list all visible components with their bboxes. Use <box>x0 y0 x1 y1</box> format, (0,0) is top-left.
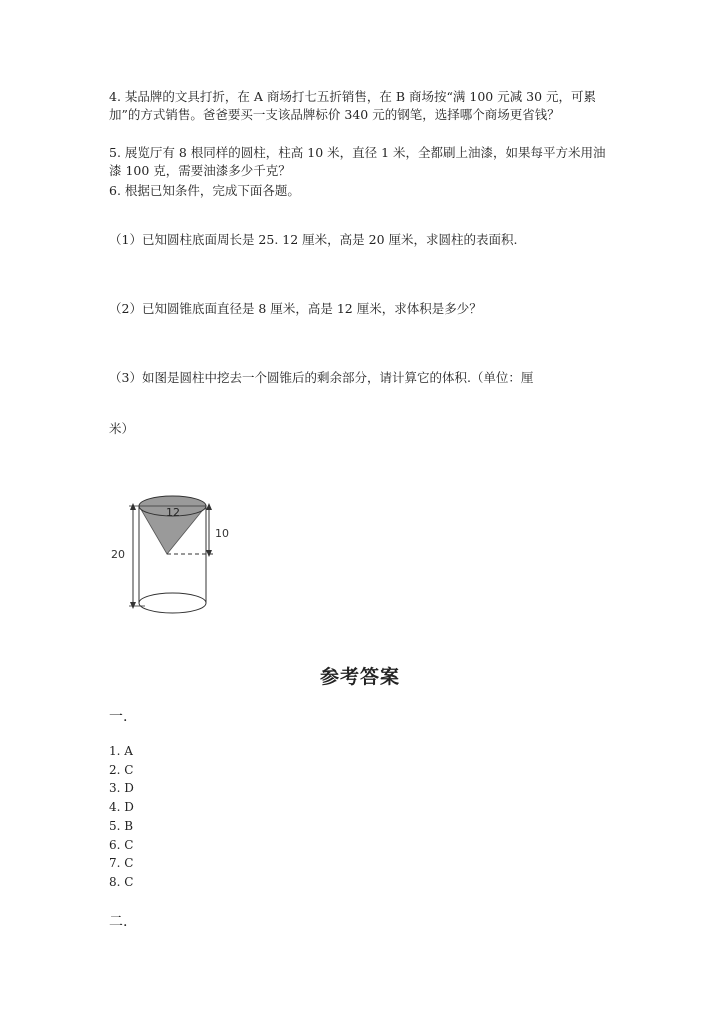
cylinder-height-label: 20 <box>111 548 125 561</box>
sub-question-3-text-line1: （3）如图是圆柱中挖去一个圆锥后的剩余部分，请计算它的体积.（单位：厘 <box>109 370 534 385</box>
sub-question-1 <box>109 231 609 249</box>
question-4-text: 4. 某品牌的文具打折，在 A 商场打七五折销售，在 B 商场按“满 100 元减 30 元，可累加”的方式销售。爸爸要买一支该品牌标价 340 元的钢笔，选择哪个商场更省钱？ <box>109 89 597 122</box>
question-4 <box>109 88 609 123</box>
answer-item: 2. C <box>109 762 134 777</box>
sub-question-3 <box>109 369 609 387</box>
cone-height-label: 10 <box>215 527 229 540</box>
sub-question-2 <box>109 300 609 318</box>
answer-item: 4. D <box>109 800 134 815</box>
section-1-heading: 一. <box>109 709 128 725</box>
question-5-text: 5. 展览厅有 8 根同样的圆柱，柱高 10 米，直径 1 米，全都刷上油漆，如果每平方米用油漆 100 克，需要油漆多少千克？ <box>109 145 606 178</box>
sub-question-2-text: （2）已知圆锥底面直径是 8 厘米，高是 12 厘米，求体积是多少？ <box>109 301 482 316</box>
answer-item: 5. B <box>109 818 134 833</box>
answer-item: 8. C <box>109 874 134 889</box>
answer-list <box>109 742 134 892</box>
sub-question-3-continued <box>109 420 609 438</box>
answer-item: 3. D <box>109 781 134 796</box>
sub-question-3-text-line2: 米） <box>109 421 135 436</box>
question-6-text: 6. 根据已知条件，完成下面各题。 <box>109 183 300 198</box>
sub-question-1-text: （1）已知圆柱底面周长是 25. 12 厘米，高是 20 厘米，求圆柱的表面积. <box>109 232 518 247</box>
answer-item: 1. A <box>109 744 133 758</box>
question-5 <box>109 144 609 179</box>
cylinder-cone-figure <box>105 486 245 616</box>
answer-title: 参考答案 <box>319 666 400 688</box>
answer-item: 7. C <box>109 856 134 871</box>
section-2-heading: 二. <box>109 914 128 930</box>
diameter-label: 12 <box>166 506 180 519</box>
answer-item: 6. C <box>109 837 134 852</box>
question-6 <box>109 182 609 200</box>
